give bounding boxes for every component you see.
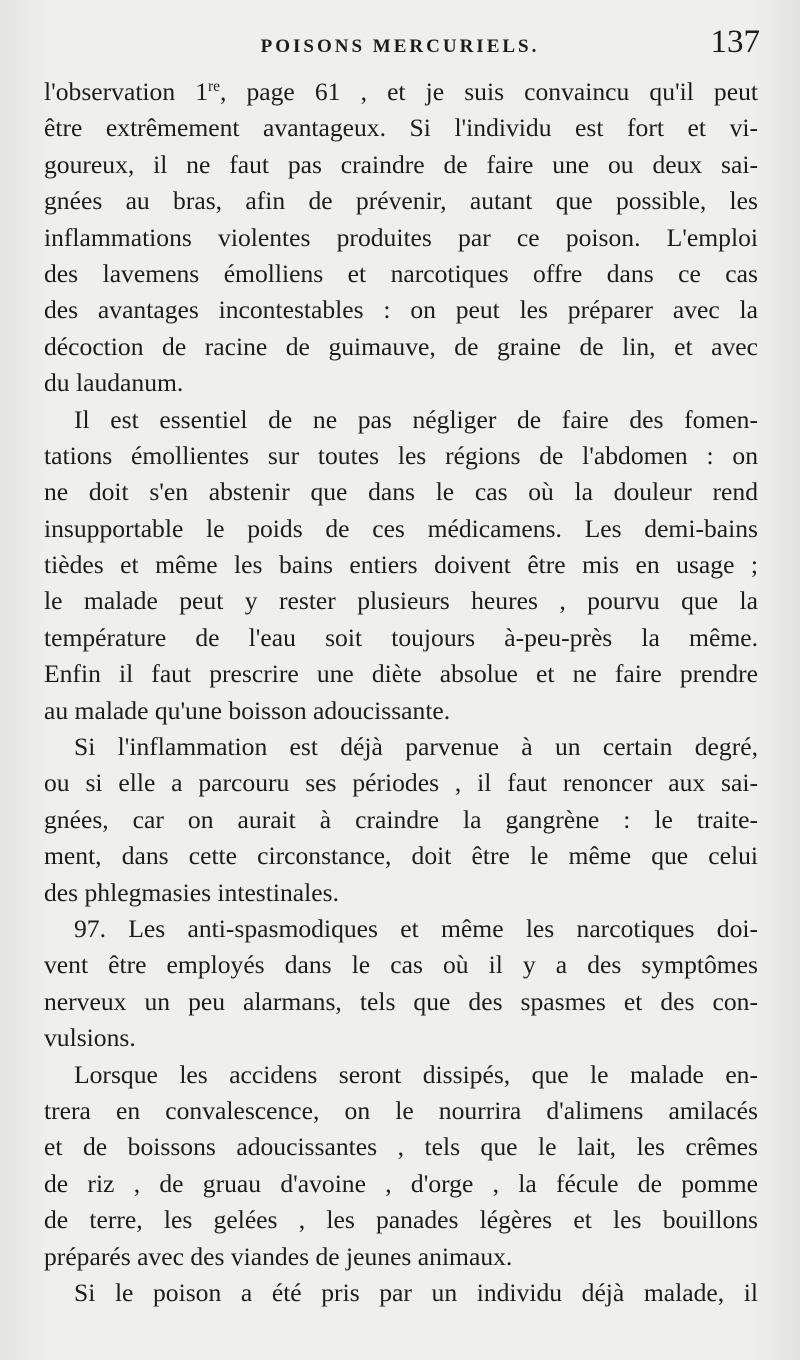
text-line: ne doit s'en abstenir que dans le cas où la douleur rend (44, 477, 758, 507)
text-line: tièdes et même les bains entiers doivent être mis en usage ; (44, 550, 758, 580)
text-line: goureux, il ne faut pas craindre de faire une ou deux sai- (44, 149, 758, 179)
text-line: Lorsque les accidens seront dissipés, que le malade en- (74, 1059, 758, 1089)
text-line: Si l'inflammation est déjà parvenue à un certain degré, (74, 732, 758, 762)
text-line: l'observation 1re, page 61 , et je suis convaincu qu'il peut (44, 77, 758, 106)
text-line: vulsions. (44, 1023, 136, 1053)
text-line: vent être employés dans le cas où il y a des symptômes (44, 950, 758, 980)
text-line: décoction de racine de guimauve, de graine de lin, et avec (44, 331, 758, 361)
running-title: POISONS MERCURIELS. (260, 36, 540, 57)
text-line: préparés avec des viandes de jeunes animaux. (44, 1241, 513, 1271)
text-line: température de l'eau soit toujours à-peu-près la même. (44, 622, 758, 652)
text-line: gnées, car on aurait à craindre la gangrène : le traite- (44, 804, 758, 834)
text-line: être extrêmement avantageux. Si l'individu est fort et vi- (44, 113, 758, 143)
text-line: inflammations violentes produites par ce poison. L'emploi (44, 222, 758, 252)
text-line: insupportable le poids de ces médicamens. Les demi-bains (44, 513, 758, 543)
page-number: 137 (710, 24, 760, 60)
text-line: au malade qu'une boisson adoucissante. (44, 695, 451, 725)
text-line: tations émollientes sur toutes les régions de l'abdomen : on (44, 440, 758, 470)
text-line: de terre, les gelées , les panades légères et les bouillons (44, 1205, 758, 1235)
text-line: des avantages incontestables : on peut les préparer avec la (44, 295, 758, 325)
text-line: 97. Les anti-spasmodiques et même les narcotiques doi- (74, 913, 758, 943)
text-line: et de boissons adoucissantes , tels que le lait, les crêmes (44, 1132, 758, 1162)
text-line: du laudanum. (44, 368, 184, 398)
text-line: des phlegmasies intestinales. (44, 877, 339, 907)
text-line: Enfin il faut prescrire une diète absolue et ne faire prendre (44, 659, 758, 689)
text-line: Si le poison a été pris par un individu déjà malade, il (74, 1277, 758, 1307)
text-line: Il est essentiel de ne pas négliger de faire des fomen- (74, 404, 758, 434)
text-line: le malade peut y rester plusieurs heures , pourvu que la (44, 586, 758, 616)
text-line: trera en convalescence, on le nourrira d'alimens amilacés (44, 1095, 758, 1125)
body-text (44, 74, 758, 1311)
text-line: ou si elle a parcouru ses périodes , il faut renoncer aux sai- (44, 768, 758, 798)
text-line: de riz , de gruau d'avoine , d'orge , la fécule de pomme (44, 1168, 758, 1198)
text-line: ment, dans cette circonstance, doit être le même que celui (44, 841, 758, 871)
text-line: nerveux un peu alarmans, tels que des spasmes et des con- (44, 986, 758, 1016)
text-line: gnées au bras, afin de prévenir, autant que possible, les (44, 186, 758, 216)
text-line: des lavemens émolliens et narcotiques offre dans ce cas (44, 258, 758, 288)
